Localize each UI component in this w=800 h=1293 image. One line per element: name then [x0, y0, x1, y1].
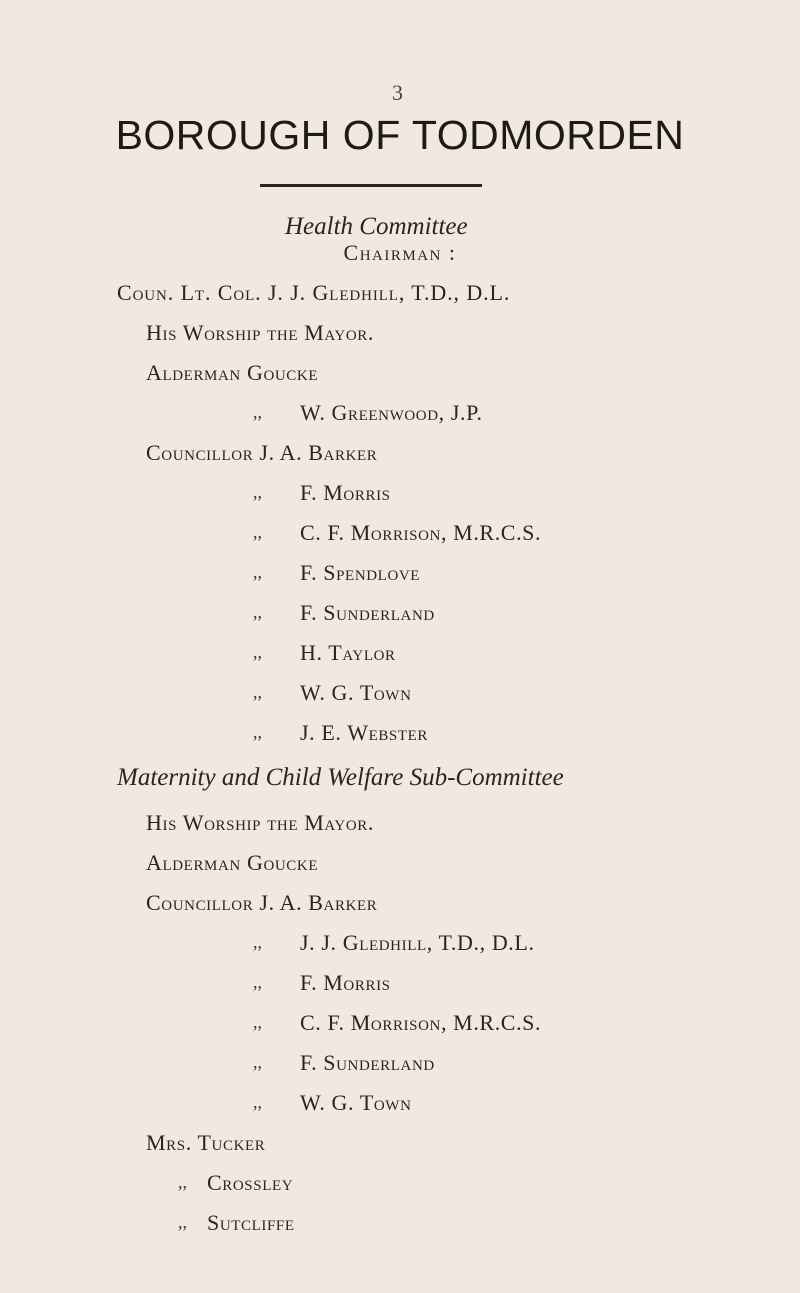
ditto-mark: ,, [178, 1172, 187, 1192]
maternity-councillor: C. F. Morrison, M.R.C.S. [300, 1010, 542, 1035]
ditto-mark: ,, [253, 562, 262, 582]
maternity-mrs-tucker: Mrs. Tucker [146, 1130, 266, 1155]
ditto-mark: ,, [253, 1012, 262, 1032]
ditto-mark: ,, [253, 682, 262, 702]
ditto-mark: ,, [253, 972, 262, 992]
health-alderman-greenwood: W. Greenwood, J.P. [300, 400, 483, 425]
health-councillor: J. E. Webster [300, 720, 429, 745]
ditto-mark: ,, [253, 522, 262, 542]
chairman-name: Coun. Lt. Col. J. J. Gledhill, T.D., D.L. [117, 280, 511, 305]
health-mayor: His Worship the Mayor. [146, 320, 374, 345]
ditto-mark: ,, [253, 1052, 262, 1072]
health-alderman-goucke: Alderman Goucke [146, 360, 319, 385]
ditto-mark: ,, [253, 932, 262, 952]
maternity-mrs: Crossley [207, 1170, 294, 1195]
maternity-councillor: W. G. Town [300, 1090, 412, 1115]
maternity-councillor: F. Sunderland [300, 1050, 435, 1075]
title-rule [260, 184, 482, 187]
ditto-mark: ,, [178, 1212, 187, 1232]
health-councillor: C. F. Morrison, M.R.C.S. [300, 520, 542, 545]
health-councillor: F. Sunderland [300, 600, 435, 625]
health-committee-heading: Health Committee [285, 213, 468, 240]
health-councillor: W. G. Town [300, 680, 412, 705]
maternity-mrs: Sutcliffe [207, 1210, 295, 1235]
maternity-councillor: F. Morris [300, 970, 391, 995]
chairman-label: Chairman : [343, 240, 457, 265]
health-councillor-barker: Councillor J. A. Barker [146, 440, 378, 465]
maternity-mayor: His Worship the Mayor. [146, 810, 374, 835]
ditto-mark: ,, [253, 402, 262, 422]
maternity-councillor: J. J. Gledhill, T.D., D.L. [300, 930, 535, 955]
ditto-mark: ,, [253, 722, 262, 742]
ditto-mark: ,, [253, 482, 262, 502]
ditto-mark: ,, [253, 1092, 262, 1112]
health-councillor: H. Taylor [300, 640, 396, 665]
maternity-committee-heading: Maternity and Child Welfare Sub-Committee [117, 764, 564, 791]
page-number: 3 [392, 80, 403, 105]
ditto-mark: ,, [253, 602, 262, 622]
health-councillor: F. Spendlove [300, 560, 421, 585]
maternity-alderman-goucke: Alderman Goucke [146, 850, 319, 875]
ditto-mark: ,, [253, 642, 262, 662]
page-title: BOROUGH OF TODMORDEN [115, 112, 685, 158]
maternity-councillor-barker: Councillor J. A. Barker [146, 890, 378, 915]
health-councillor: F. Morris [300, 480, 391, 505]
